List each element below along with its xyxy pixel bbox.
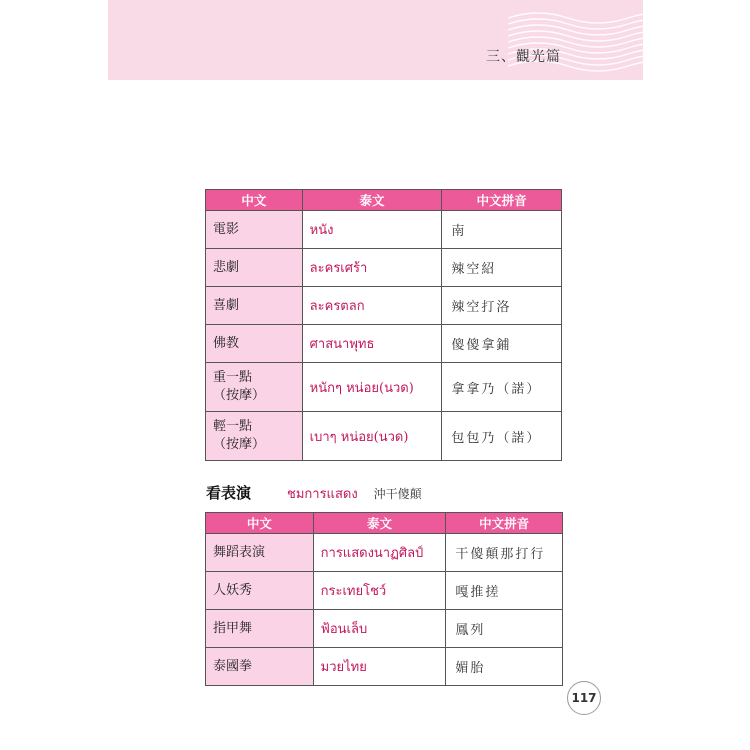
pinyin-term: 傻傻拿鋪 (442, 325, 562, 363)
chinese-term: 悲劇 (206, 249, 303, 287)
table-row (206, 211, 562, 249)
column-header-pinyin: 中文拼音 (442, 190, 562, 211)
thai-term: หนักๆ หน่อย(นวด) (302, 363, 442, 412)
thai-term: ศาสนาพุทธ (302, 325, 442, 363)
table-header-row (206, 513, 563, 534)
thai-term: การแสดงนาฏศิลป์ (313, 534, 446, 572)
section-heading (206, 482, 422, 504)
chinese-term: 指甲舞 (206, 610, 314, 648)
pinyin-term: 嘎推搓 (446, 572, 563, 610)
table-header-row (206, 190, 562, 211)
pinyin-term: 辣空紹 (442, 249, 562, 287)
pinyin-term: 拿拿乃（諾） (442, 363, 562, 412)
column-header-chinese: 中文 (206, 513, 314, 534)
table-row (206, 287, 562, 325)
table-row (206, 572, 563, 610)
chinese-term-line: 重一點 (213, 370, 253, 385)
page-number: 117 (567, 681, 601, 715)
chinese-term: 電影 (206, 211, 303, 249)
chinese-term (206, 412, 303, 461)
chinese-term: 喜劇 (206, 287, 303, 325)
table-row (206, 648, 563, 686)
section-pinyin: 沖干傻顛 (373, 487, 422, 501)
chinese-term (206, 363, 303, 412)
table-row (206, 534, 563, 572)
chinese-term-line: 輕一點 (213, 419, 253, 434)
thai-term: มวยไทย (313, 648, 446, 686)
pinyin-term: 鳳列 (446, 610, 563, 648)
table-row (206, 363, 562, 412)
pinyin-term: 包包乃（諾） (442, 412, 562, 461)
thai-term: เบาๆ หน่อย(นวด) (302, 412, 442, 461)
column-header-thai: 泰文 (313, 513, 446, 534)
section-title: 看表演 (206, 484, 252, 502)
chinese-term: 舞蹈表演 (206, 534, 314, 572)
section-thai: ชมการแสดง (287, 487, 358, 502)
column-header-pinyin: 中文拼音 (446, 513, 563, 534)
thai-term: หนัง (302, 211, 442, 249)
vocab-table-cinema (205, 189, 562, 461)
chapter-title: 三、觀光篇 (486, 49, 561, 65)
vocab-table-shows (205, 512, 563, 686)
chinese-term-note: （按摩） (213, 388, 266, 403)
thai-term: ละครตลก (302, 287, 442, 325)
chinese-term: 人妖秀 (206, 572, 314, 610)
thai-term: ฟ้อนเล็บ (313, 610, 446, 648)
table-row (206, 325, 562, 363)
pinyin-term: 辣空打洛 (442, 287, 562, 325)
column-header-chinese: 中文 (206, 190, 303, 211)
pinyin-term: 干傻顛那打行 (446, 534, 563, 572)
chinese-term-note: （按摩） (213, 437, 266, 452)
wave-lines-decoration (503, 0, 643, 80)
thai-term: กระเทยโชว์ (313, 572, 446, 610)
table-row (206, 412, 562, 461)
table-row (206, 249, 562, 287)
page-header (108, 0, 643, 80)
chinese-term: 佛教 (206, 325, 303, 363)
thai-term: ละครเศร้า (302, 249, 442, 287)
chinese-term: 泰國拳 (206, 648, 314, 686)
pinyin-term: 南 (442, 211, 562, 249)
pinyin-term: 媚胎 (446, 648, 563, 686)
column-header-thai: 泰文 (302, 190, 442, 211)
table-row (206, 610, 563, 648)
